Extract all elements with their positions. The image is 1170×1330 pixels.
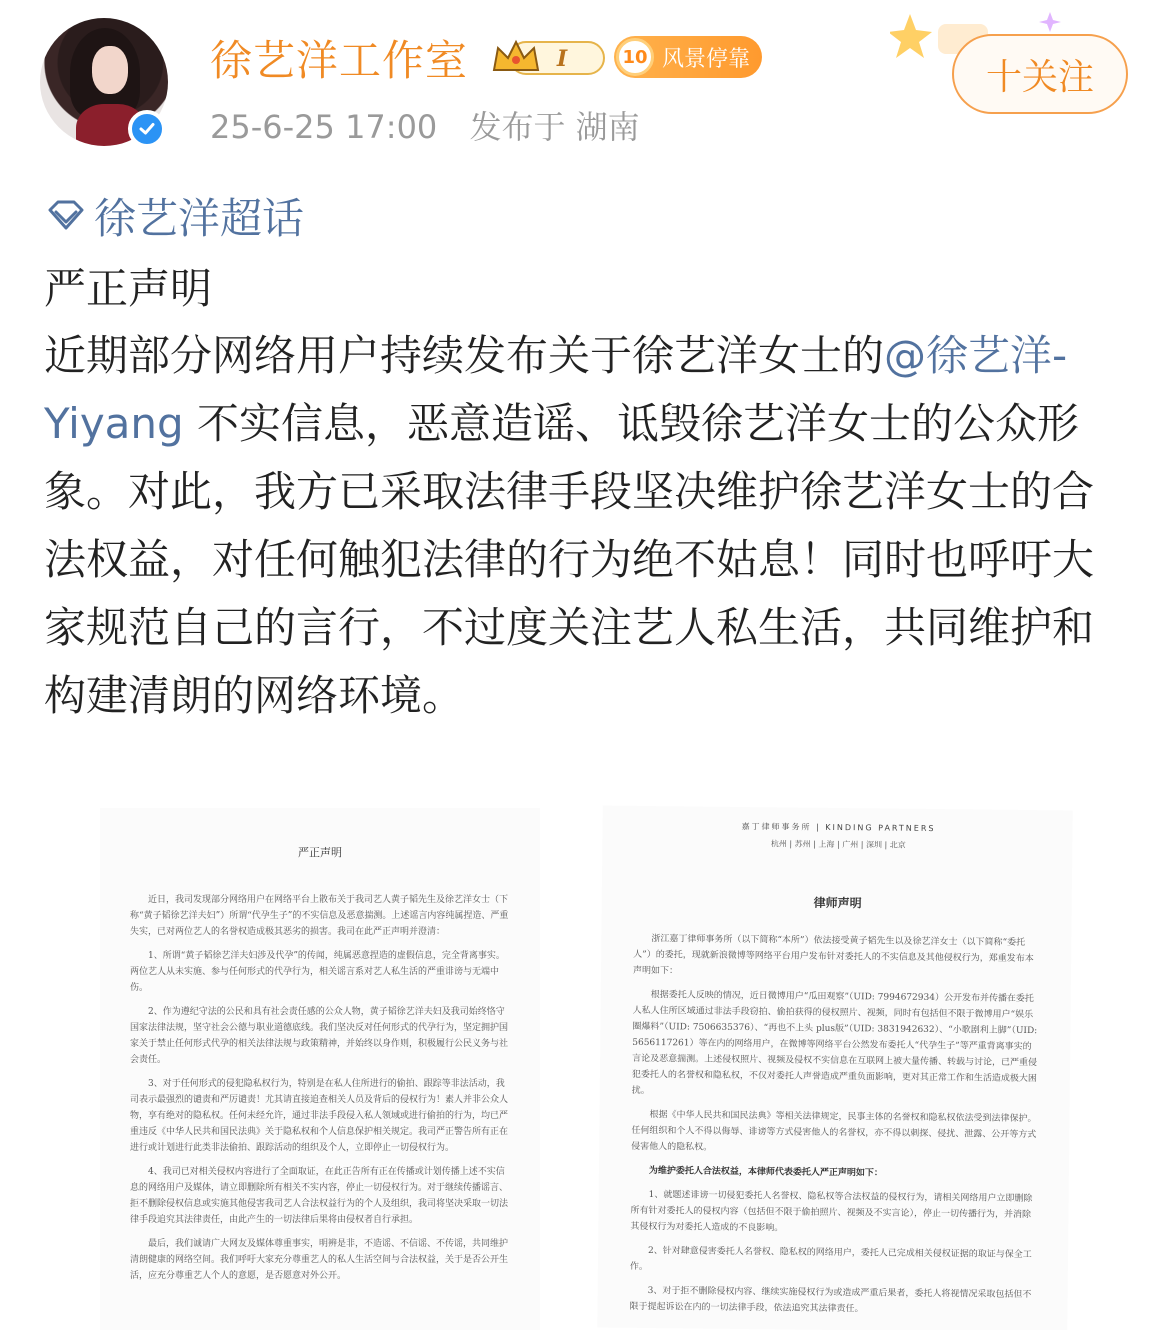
post-title: 严正声明 — [44, 264, 213, 313]
verified-icon — [128, 110, 166, 148]
right-doc-paragraph: 浙江嘉丁律师事务所（以下简称“本所”）依法接受黄子韬先生以及徐艺洋女士（以下简称“委托人”）的委托，现就新浪微博等网络平台用户发布针对委托人的不实信息及其他侵权行为，郑重发布本声明如下： — [632, 934, 1034, 977]
post-location: 发布于 湖南 — [469, 108, 640, 146]
post-timestamp: 25-6-25 17:00 — [210, 108, 438, 146]
left-doc-paragraph: 2、作为遵纪守法的公民和具有社会责任感的公众人物，黄子韬徐艺洋夫妇及我司始终恪守国家法律法规，坚守社会公德与职业道德底线。我们坚决反对任何形式的代孕行为，坚定拥护国家关于禁止任何形式代孕的相关法律法规与政策精神，并始终以身作则，积极履行公民义务与社会责任。 — [130, 1007, 509, 1065]
right-doc-paragraph: 3、对于拒不删除侵权内容、继续实施侵权行为或造成严重后果者，委托人将视情况采取包括但不限于提起诉讼在内的一切法律手段，依法追究其法律责任。 — [629, 1286, 1032, 1315]
left-doc-paragraph: 最后，我们诚请广大网友及媒体尊重事实，明辨是非，不造谣、不信谣、不传谣，共同维护清朗健康的网络空间。我们呼吁大家充分尊重艺人的私人生活空间与合法权益，关于是否公开生活，应充分尊重艺人个人的意愿，是否愿意对外公开。 — [130, 1239, 509, 1281]
post-body-part-2: 不实信息，恶意造谣、诋毁徐艺洋女士的公众形象。对此，我方已采取法律手段坚决维护徐艺洋女士的合法权益，对任何触犯法律的行为绝不姑息！同时也呼吁大家规范自己的言行，不过度关注艺人私生活，共同维护和构建清朗的网络环境。 — [44, 399, 1095, 720]
vip-crown-icon[interactable] — [490, 36, 606, 78]
left-doc-paragraph: 3、对于任何形式的侵犯隐私权行为，特别是在私人住所进行的偷拍、跟踪等非法活动，我司表示最强烈的谴责和严厉谴责！尤其请直接追查相关人员及背后的侵权行为！素人并非公众人物，享有绝对的隐私权。任何未经允许，通过非法手段侵入私人领域或进行偷拍的行为，均已严重违反《中华人民共和国民法典》关于隐私权和个人信息保护相关规定。我司严正警告所有正在进行或计划进行此类非法偷拍、跟踪活动的组织及个人，立即停止一切侵权行为。 — [130, 1079, 509, 1153]
super-topic-link[interactable] — [44, 186, 304, 246]
fan-level-label: 风景停靠 — [662, 46, 751, 72]
post-meta — [210, 102, 640, 148]
right-doc-paragraph: 根据《中华人民共和国民法典》等相关法律规定，民事主体的名誉权和隐私权依法受到法律保护。任何组织和个人不得以侮辱、诽谤等方式侵害他人的名誉权，亦不得以刺探、侵扰、泄露、公开等方式侵害他人的隐私权。 — [631, 1110, 1037, 1153]
left-doc-title: 严正声明 — [298, 846, 342, 859]
right-doc-title: 律师声明 — [813, 895, 862, 911]
law-firm-header: 嘉丁律师事务所 | KINDING PARTNERS — [741, 822, 936, 834]
right-doc-paragraph: 2、针对肆意侵害委托人名誉权、隐私权的网络用户，委托人已完成相关侵权证据的取证与保全工作。 — [629, 1246, 1032, 1273]
fan-level-number: 10 — [616, 38, 654, 76]
post-body-part-1: 近期部分网络用户持续发布关于徐艺洋女士的 — [44, 331, 885, 380]
diamond-icon — [44, 194, 88, 238]
statement-image-right[interactable] — [597, 806, 1072, 1330]
super-topic-label: 徐艺洋超话 — [94, 194, 305, 243]
post-header — [0, 0, 1170, 160]
post-body — [44, 322, 1134, 730]
avatar-face — [92, 46, 128, 94]
right-doc-paragraph: 根据委托人反映的情况，近日微博用户“瓜田观察”（UID: 7994672934）公开发布并传播在委托人私人住所区域通过非法手段窃拍、偷拍获得的侵权照片、视频，同时有包括但不限于微博用户“娱乐圈爆料”（UID: 7506635376）、“再也不上头 plus版”（UID: 3831942632）、“小歌剧利上脚”（UID: 5656117261）等在内的网络用户，在微博等网络平台公然发布委托人“代孕生子”等严重背离事实的言论及恶意揣测。上述侵权照片、视频及侵权不实信息在互联网上被大量传播、转载与讨论，已严重侵犯委托人的名誉权和隐私权，不仅对委托人声誉造成严重负面影响，更对其正常工作和生活造成极大困扰。 — [631, 990, 1038, 1097]
post-images — [0, 800, 1170, 1330]
right-doc-paragraph: 为维护委托人合法权益，本律师代表委托人严正声明如下： — [648, 1166, 883, 1179]
law-firm-cities: 杭州 | 苏州 | 上海 | 广州 | 深圳 | 北京 — [770, 839, 906, 850]
left-doc-paragraph: 1、所谓“黄子韬徐艺洋夫妇涉及代孕”的传闻，纯属恶意捏造的虚假信息，完全背离事实。两位艺人从未实施、参与任何形式的代孕行为，相关谣言系对艺人私生活的严重诽谤与无端中伤。 — [130, 951, 505, 993]
author-name[interactable]: 徐艺洋工作室 — [210, 36, 469, 85]
right-doc-paragraph: 1、就题述诽谤一切侵犯委托人名誉权、隐私权等合法权益的侵权行为，请相关网络用户立即删除所有针对委托人的侵权内容（包括但不限于偷拍照片、视频及不实言论），停止一切传播行为，并消除其侵权行为对委托人造成的不良影响。 — [630, 1190, 1033, 1234]
left-doc-paragraph: 4、我司已对相关侵权内容进行了全面取证，在此正告所有正在传播或计划传播上述不实信息的网络用户及媒体，请立即删除所有相关不实内容，停止一切侵权行为。对于继续传播谣言、拒不删除侵权信息或实施其他侵害我司艺人合法权益行为的个人及组织，我司将坚决采取一切法律手段追究其法律责任，由此产生的一切法律后果将由侵权者自行承担。 — [130, 1167, 509, 1225]
follow-button[interactable]: 十关注 — [952, 34, 1128, 114]
fan-level-badge[interactable] — [614, 36, 762, 78]
user-mention-link[interactable]: @徐艺洋-Yiyang — [44, 331, 1068, 448]
svg-text:I: I — [556, 46, 568, 72]
statement-image-left[interactable] — [100, 808, 540, 1330]
left-doc-paragraph: 近日，我司发现部分网络用户在网络平台上散布关于我司艺人黄子韬先生及徐艺洋女士（下称“黄子韬徐艺洋夫妇”）所谓“代孕生子”的不实信息及恶意揣测。上述谣言内容纯属捏造、严重失实，已对两位艺人的名誉权造成极其恶劣的损害。我司在此严正声明并澄清： — [130, 895, 509, 937]
